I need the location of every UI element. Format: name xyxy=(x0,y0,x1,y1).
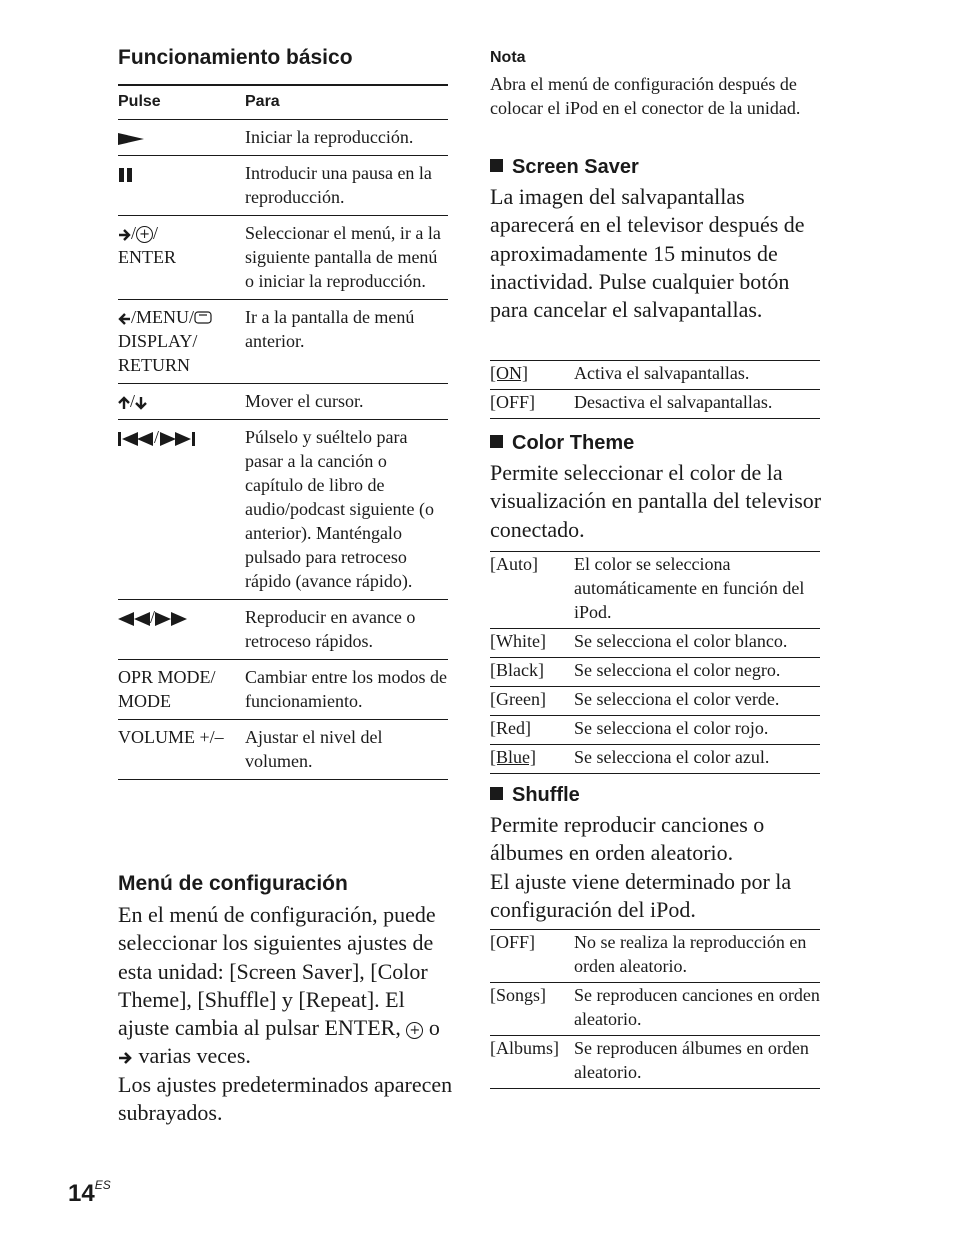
table-cell-key xyxy=(118,300,245,384)
table-row xyxy=(118,156,448,216)
table-cell-key: / + / ENTER xyxy=(118,216,245,300)
shuffle-text xyxy=(490,811,822,924)
section-square-icon xyxy=(490,435,503,448)
table-row xyxy=(118,660,448,720)
color-theme-options xyxy=(490,551,820,774)
option-desc: Se selecciona el color azul. xyxy=(574,747,770,767)
table-cell-key xyxy=(118,156,245,216)
option-row xyxy=(490,658,820,687)
option-row xyxy=(490,983,820,1036)
setup-menu-text xyxy=(118,901,458,1127)
fast-forward-icon xyxy=(155,612,187,626)
option-key: [ON] xyxy=(490,363,528,383)
pause-icon xyxy=(118,168,134,182)
option-desc: Desactiva el salvapantallas. xyxy=(574,392,773,412)
table-cell-action: Mover el cursor. xyxy=(245,391,364,411)
color-theme-heading xyxy=(490,431,634,455)
table-cell-action: Introducir una pausa en la reproducción. xyxy=(245,163,432,207)
display-icon xyxy=(194,311,212,326)
play-icon xyxy=(118,132,144,146)
table-header-action: Para xyxy=(245,93,280,110)
previous-track-icon xyxy=(118,432,154,446)
setup-menu-heading: Menú de configuración xyxy=(118,872,348,895)
table-row xyxy=(118,384,448,420)
table-row xyxy=(118,420,448,600)
option-row xyxy=(490,552,820,629)
next-track-icon xyxy=(159,432,195,446)
option-desc: Se selecciona el color verde. xyxy=(574,689,780,709)
table-row xyxy=(118,216,448,300)
option-key: [Green] xyxy=(490,689,546,709)
option-row xyxy=(490,687,820,716)
display-return-label: DISPLAY/ RETURN xyxy=(118,331,198,375)
option-row xyxy=(490,390,820,419)
option-key: [Black] xyxy=(490,660,544,680)
enter-label: ENTER xyxy=(118,247,176,267)
option-row xyxy=(490,361,820,390)
option-desc: El color se selecciona automáticamente en función del iPod. xyxy=(574,554,805,622)
right-arrow-icon xyxy=(118,228,131,242)
table-cell-action: Seleccionar el menú, ir a la siguiente pantalla de menú o iniciar la reproducción. xyxy=(245,223,441,291)
setup-text-defaults: Los ajustes predeterminados aparecen subrayados. xyxy=(118,1071,453,1126)
table-cell-action: Cambiar entre los modos de funcionamiento. xyxy=(245,667,447,711)
option-key: [Auto] xyxy=(490,554,538,574)
setup-text-part-a: En el menú de configuración, puede seleccionar los siguientes ajustes de esta unidad: [Screen Saver], [Color Theme], [Shuffle] y [Repeat]. El ajuste cambia al pulsar ENTER, xyxy=(118,902,436,1041)
shuffle-heading xyxy=(490,783,580,807)
option-desc: Se selecciona el color blanco. xyxy=(574,631,788,651)
table-header-key: Pulse xyxy=(118,93,161,110)
option-row xyxy=(490,629,820,658)
up-arrow-icon xyxy=(118,396,130,410)
table-cell-action: Ajustar el nivel del volumen. xyxy=(245,727,383,771)
option-key: [OFF] xyxy=(490,932,536,952)
shuffle-options xyxy=(490,929,820,1089)
option-desc: Se reproducen canciones en orden aleatorio. xyxy=(574,985,820,1029)
option-key: [Albums] xyxy=(490,1038,559,1058)
option-desc: Se selecciona el color rojo. xyxy=(574,718,769,738)
enter-circle-icon: + xyxy=(406,1022,423,1039)
table-cell-key xyxy=(118,120,245,156)
table-cell-key: / xyxy=(118,600,245,660)
table-row xyxy=(118,120,448,156)
basic-operation-heading: Funcionamiento básico xyxy=(118,46,353,69)
table-cell-key: VOLUME +/– xyxy=(118,727,224,747)
option-key: [White] xyxy=(490,631,546,651)
left-arrow-icon xyxy=(118,312,131,326)
screen-saver-text: La imagen del salvapantallas aparecerá en el televisor después de aproximadamente 15 minutos de inactividad. Pulse cualquier botón para cancelar el salvapantallas. xyxy=(490,184,805,323)
table-cell-action: Reproducir en avance o retroceso rápidos. xyxy=(245,607,416,651)
table-row xyxy=(118,600,448,660)
table-row xyxy=(118,720,448,780)
screen-saver-options xyxy=(490,360,820,419)
note-heading: Nota xyxy=(490,49,526,66)
table-cell-key: OPR MODE/ MODE xyxy=(118,667,216,711)
shuffle-title: Shuffle xyxy=(512,784,580,806)
table-cell-action: Púlselo y suéltelo para pasar a la canción o capítulo de libro de audio/podcast siguiente (o anterior). Manténgalo pulsado para retroceso rápido (avance rápido). xyxy=(245,427,434,591)
screen-saver-title: Screen Saver xyxy=(512,156,639,178)
right-arrow-icon xyxy=(118,1050,133,1066)
table-row xyxy=(118,300,448,384)
down-arrow-icon xyxy=(135,396,147,410)
option-key: [Songs] xyxy=(490,985,547,1005)
option-desc: Se selecciona el color negro. xyxy=(574,660,781,680)
option-row xyxy=(490,930,820,983)
enter-circle-icon: + xyxy=(136,226,153,243)
rewind-icon xyxy=(118,612,150,626)
setup-text-part-b: varias veces. xyxy=(138,1043,251,1069)
option-desc: No se realiza la reproducción en orden aleatorio. xyxy=(574,932,807,976)
menu-label: /MENU/ xyxy=(131,307,194,327)
screen-saver-heading xyxy=(490,155,639,179)
color-theme-text: Permite seleccionar el color de la visualización en pantalla del televisor conectado. xyxy=(490,460,822,542)
shuffle-text-b: El ajuste viene determinado por la configuración del iPod. xyxy=(490,868,792,922)
table-header-row xyxy=(118,85,448,120)
table-cell-action: Ir a la pantalla de menú anterior. xyxy=(245,307,415,351)
table-cell-key: / xyxy=(118,384,245,420)
option-row xyxy=(490,1036,820,1089)
option-row xyxy=(490,716,820,745)
option-key: [OFF] xyxy=(490,392,536,412)
option-key: [Blue] xyxy=(490,747,536,767)
note-text: Abra el menú de configuración después de colocar el iPod en el conector de la unidad. xyxy=(490,74,801,118)
operation-table xyxy=(118,84,448,780)
page-number-value: 14 xyxy=(68,1180,95,1207)
option-desc: Se reproducen álbumes en orden aleatorio. xyxy=(574,1038,809,1082)
option-desc: Activa el salvapantallas. xyxy=(574,363,750,383)
option-row xyxy=(490,745,820,774)
section-square-icon xyxy=(490,159,503,172)
page-language: ES xyxy=(94,1178,111,1192)
shuffle-text-a: Permite reproducir canciones o álbumes en orden aleatorio. xyxy=(490,812,765,866)
option-key: [Red] xyxy=(490,718,531,738)
color-theme-title: Color Theme xyxy=(512,432,635,454)
table-cell-key: / xyxy=(118,420,245,600)
setup-text-or: o xyxy=(428,1015,440,1041)
section-square-icon xyxy=(490,787,503,800)
page-number xyxy=(68,1178,111,1208)
table-cell-action: Iniciar la reproducción. xyxy=(245,127,414,147)
